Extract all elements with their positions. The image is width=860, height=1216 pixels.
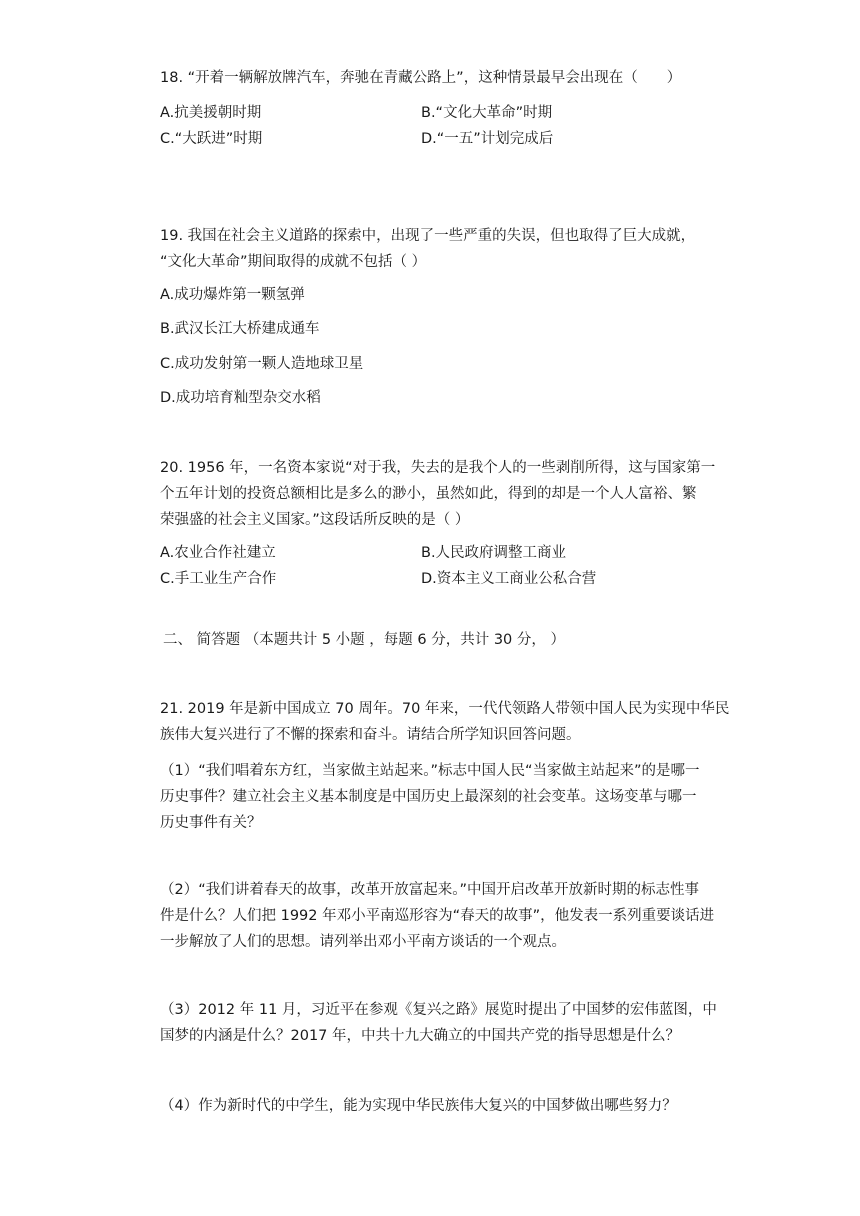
q20-option-a: A.农业合作社建立 [160,545,276,561]
q20-stem-line2: 个五年计划的投资总额相比是多么的渺小，虽然如此，得到的却是一个人人富裕、繁 [160,486,697,502]
q21-sub4-line1: （4）作为新时代的中学生，能为实现中华民族伟大复兴的中国梦做出哪些努力？ [160,1098,677,1114]
q19-option-d: D.成功培育籼型杂交水稻 [160,390,321,406]
q21-sub1-line3: 历史事件有关？ [160,815,262,831]
q20-stem-line1: 20. 1956 年，一名资本家说“对于我，失去的是我个人的一些剥削所得，这与国家第一 [160,460,716,476]
q21-sub1-line2: 历史事件？建立社会主义基本制度是中国历史上最深刻的社会变革。这场变革与哪一 [160,789,697,805]
q19-stem-line1: 19. 我国在社会主义道路的探索中，出现了一些严重的失误，但也取得了巨大成就， [160,228,696,244]
q18-option-b: B.“文化大革命”时期 [421,105,553,121]
q18-stem: 18. “开着一辆解放牌汽车，奔驰在青藏公路上”，这种情景最早会出现在（ ） [160,70,682,86]
q18-option-d: D.“一五”计划完成后 [421,131,554,147]
q19-stem-line2: “文化大革命”期间取得的成就不包括（ ） [160,254,427,270]
q19-option-c: C.成功发射第一颗人造地球卫星 [160,356,364,372]
q18-option-c: C.“大跃进”时期 [160,131,263,147]
q20-stem-line3: 荣强盛的社会主义国家。”这段话所反映的是（ ） [160,512,470,528]
q21-sub1-line1: （1）“我们唱着东方红，当家做主站起来。”标志中国人民“当家做主站起来”的是哪一 [160,763,700,779]
q18-option-a: A.抗美援朝时期 [160,105,262,121]
section-heading: 二、 简答题 （本题共计 5 小题 ，每题 6 分，共计 30 分， ） [163,632,565,648]
q21-sub3-line2: 国梦的内涵是什么？2017 年，中共十九大确立的中国共产党的指导思想是什么？ [160,1028,681,1044]
q21-sub2-line1: （2）“我们讲着春天的故事，改革开放富起来。”中国开启改革开放新时期的标志性事 [160,882,699,898]
q21-intro-line1: 21. 2019 年是新中国成立 70 周年。70 年来，一代代领路人带领中国人民为实现中华民 [160,701,730,717]
q21-sub2-line2: 件是什么？人们把 1992 年邓小平南巡形容为“春天的故事”，他发表一系列重要谈话进 [160,908,715,924]
q20-option-c: C.手工业生产合作 [160,571,277,587]
q21-sub2-line3: 一步解放了人们的思想。请列举出邓小平南方谈话的一个观点。 [160,934,566,950]
q21-intro-line2: 族伟大复兴进行了不懈的探索和奋斗。请结合所学知识回答问题。 [160,727,581,743]
q20-option-d: D.资本主义工商业公私合营 [421,571,597,587]
q19-option-a: A.成功爆炸第一颗氢弹 [160,287,305,303]
q21-sub3-line1: （3）2012 年 11 月，习近平在参观《复兴之路》展览时提出了中国梦的宏伟蓝图，中 [160,1002,717,1018]
q19-option-b: B.武汉长江大桥建成通车 [160,321,320,337]
q20-option-b: B.人民政府调整工商业 [421,545,567,561]
